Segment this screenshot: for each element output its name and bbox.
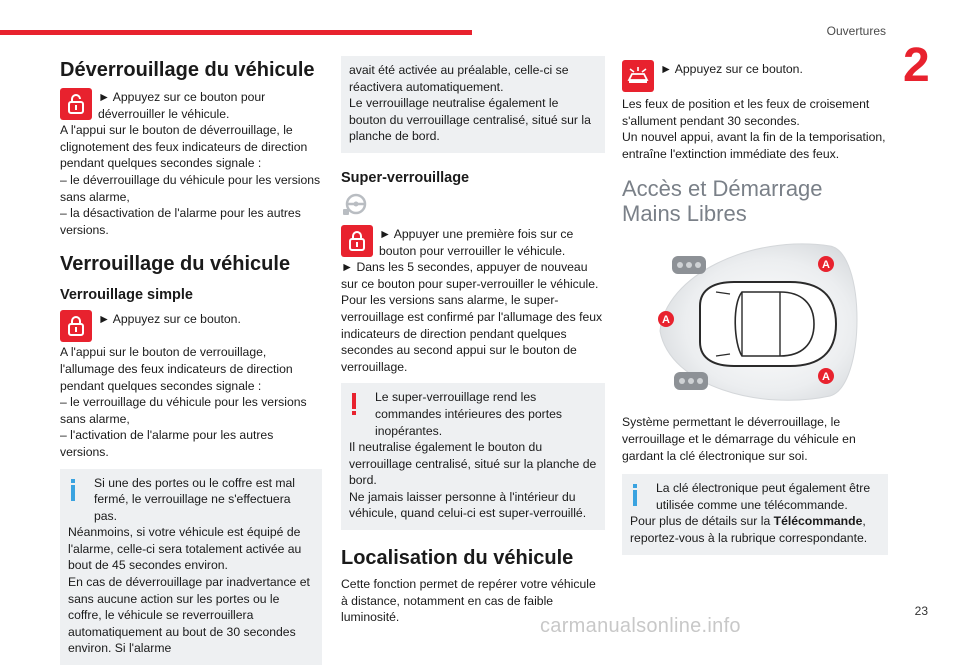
key-fob-icon <box>672 256 706 274</box>
lock-icon <box>341 225 373 257</box>
super-lock-heading: Super-verrouillage <box>341 169 605 187</box>
simple-lock-step-text: ► Appuyez sur ce bouton. <box>98 310 241 328</box>
lock-icon <box>60 310 92 342</box>
simple-lock-heading: Verrouillage simple <box>60 286 322 304</box>
zone-marker-a <box>818 256 834 272</box>
super-lock-step <box>341 225 605 259</box>
locate-step-text: ► Appuyez sur ce bouton. <box>660 60 803 78</box>
column-3 <box>622 58 888 555</box>
simple-lock-list-item: – l'activation de l'alarme pour les autres versions. <box>60 427 322 460</box>
super-lock-step-2: ► Dans les 5 secondes, appuyer de nouveau sur ce bouton pour super-verrouiller le véhicule. <box>341 259 605 292</box>
info-icon <box>632 484 638 506</box>
watermark: carmanualsonline.info <box>540 615 741 638</box>
locate-body: Cette fonction permet de repérer votre véhicule à distance, notamment en cas de faible luminosité. <box>341 576 605 626</box>
lock-heading: Verrouillage du véhicule <box>60 252 322 276</box>
remote-link-text: Télécommande <box>774 514 863 528</box>
simple-lock-body: A l'appui sur le bouton de verrouillage, l'allumage des feux indicateurs de direction pendant quelques secondes signale : <box>60 344 322 394</box>
key-fob-icon <box>674 372 708 390</box>
unlock-body: A l'appui sur le bouton de déverrouillage, le clignotement des feux indicateurs de direction pendant quelques secondes signale : <box>60 122 322 172</box>
column-1 <box>60 52 322 665</box>
section-title: Ouvertures <box>827 24 886 38</box>
zone-marker-a <box>658 311 674 327</box>
info-note <box>622 474 888 554</box>
super-lock-step-text: ► Appuyer une première fois sur ce bouton pour verrouiller le véhicule. <box>379 225 605 259</box>
warning-icon <box>351 393 357 415</box>
zone-marker-label: A <box>662 314 670 326</box>
warning-note-text: Le super-verrouillage rend les commandes intérieures des portes inopérantes. <box>349 389 597 439</box>
warning-note <box>341 383 605 530</box>
hands-free-heading-line: Accès et Démarrage <box>622 176 823 201</box>
hands-free-heading-line: Mains Libres <box>622 201 888 226</box>
zone-marker-a <box>818 368 834 384</box>
unlock-heading: Déverrouillage du véhicule <box>60 58 322 82</box>
info-note-text: Si une des portes ou le coffre est mal fermé, le verrouillage ne s'effectuera pas. <box>68 475 314 525</box>
info-note-text: Le verrouillage neutralise également le bouton du verrouillage centralisé, situé sur la planche de bord. <box>349 95 597 145</box>
zone-marker-label: A <box>822 259 830 271</box>
steering-lock-icon <box>341 193 371 217</box>
locate-body-1: Les feux de position et les feux de croisement s'allument pendant 30 secondes. <box>622 96 888 129</box>
info-note-text: La clé électronique peut également être utilisée comme une télécommande. <box>630 480 880 513</box>
info-note-text-pre: Pour plus de détails sur la <box>630 514 774 528</box>
locate-step <box>622 60 888 92</box>
column-2 <box>341 56 605 626</box>
info-note-text: avait été activée au préalable, celle-ci se réactivera automatiquement. <box>349 62 597 95</box>
info-note-text-post: , <box>862 514 865 528</box>
chapter-number: 2 <box>903 42 930 90</box>
hands-free-heading <box>622 176 888 226</box>
super-lock-body: Pour les versions sans alarme, le super-verrouillage est confirmé par l'allumage des feux indicateurs de direction pendant quelques secondes au second appui sur le bouton de verrouillage. <box>341 292 605 375</box>
warning-note-text: Ne jamais laisser personne à l'intérieur du véhicule, quand celui-ci est super-verrouillé. <box>349 489 597 522</box>
unlock-list-item: – la désactivation de l'alarme pour les autres versions. <box>60 205 322 238</box>
simple-lock-list-item: – le verrouillage du véhicule pour les versions sans alarme, <box>60 394 322 427</box>
info-note-text: En cas de déverrouillage par inadvertance et sans aucune action sur les portes ou le coffre, le véhicule se reverrouillera automatiquement au bout de 30 secondes environ. Si l'alarme <box>68 574 314 657</box>
hands-free-zone-diagram <box>630 236 862 404</box>
unlock-step <box>60 88 322 122</box>
info-note-text: reportez-vous à la rubrique correspondante. <box>630 530 880 547</box>
unlock-icon <box>60 88 92 120</box>
info-note-text <box>630 513 880 530</box>
car-top-view <box>700 282 836 366</box>
locate-heading: Localisation du véhicule <box>341 546 605 570</box>
unlock-list-item: – le déverrouillage du véhicule pour les versions sans alarme, <box>60 172 322 205</box>
info-note-text: Néanmoins, si votre véhicule est équipé de l'alarme, celle-ci sera totalement activée au bout de 45 secondes environ. <box>68 524 314 574</box>
zone-marker-label: A <box>822 371 830 383</box>
unlock-step-text: ► Appuyez sur ce bouton pour déverrouiller le véhicule. <box>98 88 322 122</box>
info-note <box>60 469 322 665</box>
simple-lock-step <box>60 310 322 342</box>
locate-body-2: Un nouvel appui, avant la fin de la temporisation, entraîne l'extinction immédiate des feux. <box>622 129 888 162</box>
header-accent-bar <box>0 30 472 35</box>
hands-free-body: Système permettant le déverrouillage, le verrouillage et le démarrage du véhicule en gardant la clé électronique sur soi. <box>622 414 888 464</box>
page-number: 23 <box>915 604 928 618</box>
info-icon <box>70 479 76 501</box>
car-lights-icon <box>622 60 654 92</box>
info-note-continued <box>341 56 605 153</box>
warning-note-text: Il neutralise également le bouton du verrouillage centralisé, situé sur la planche de bord. <box>349 439 597 489</box>
